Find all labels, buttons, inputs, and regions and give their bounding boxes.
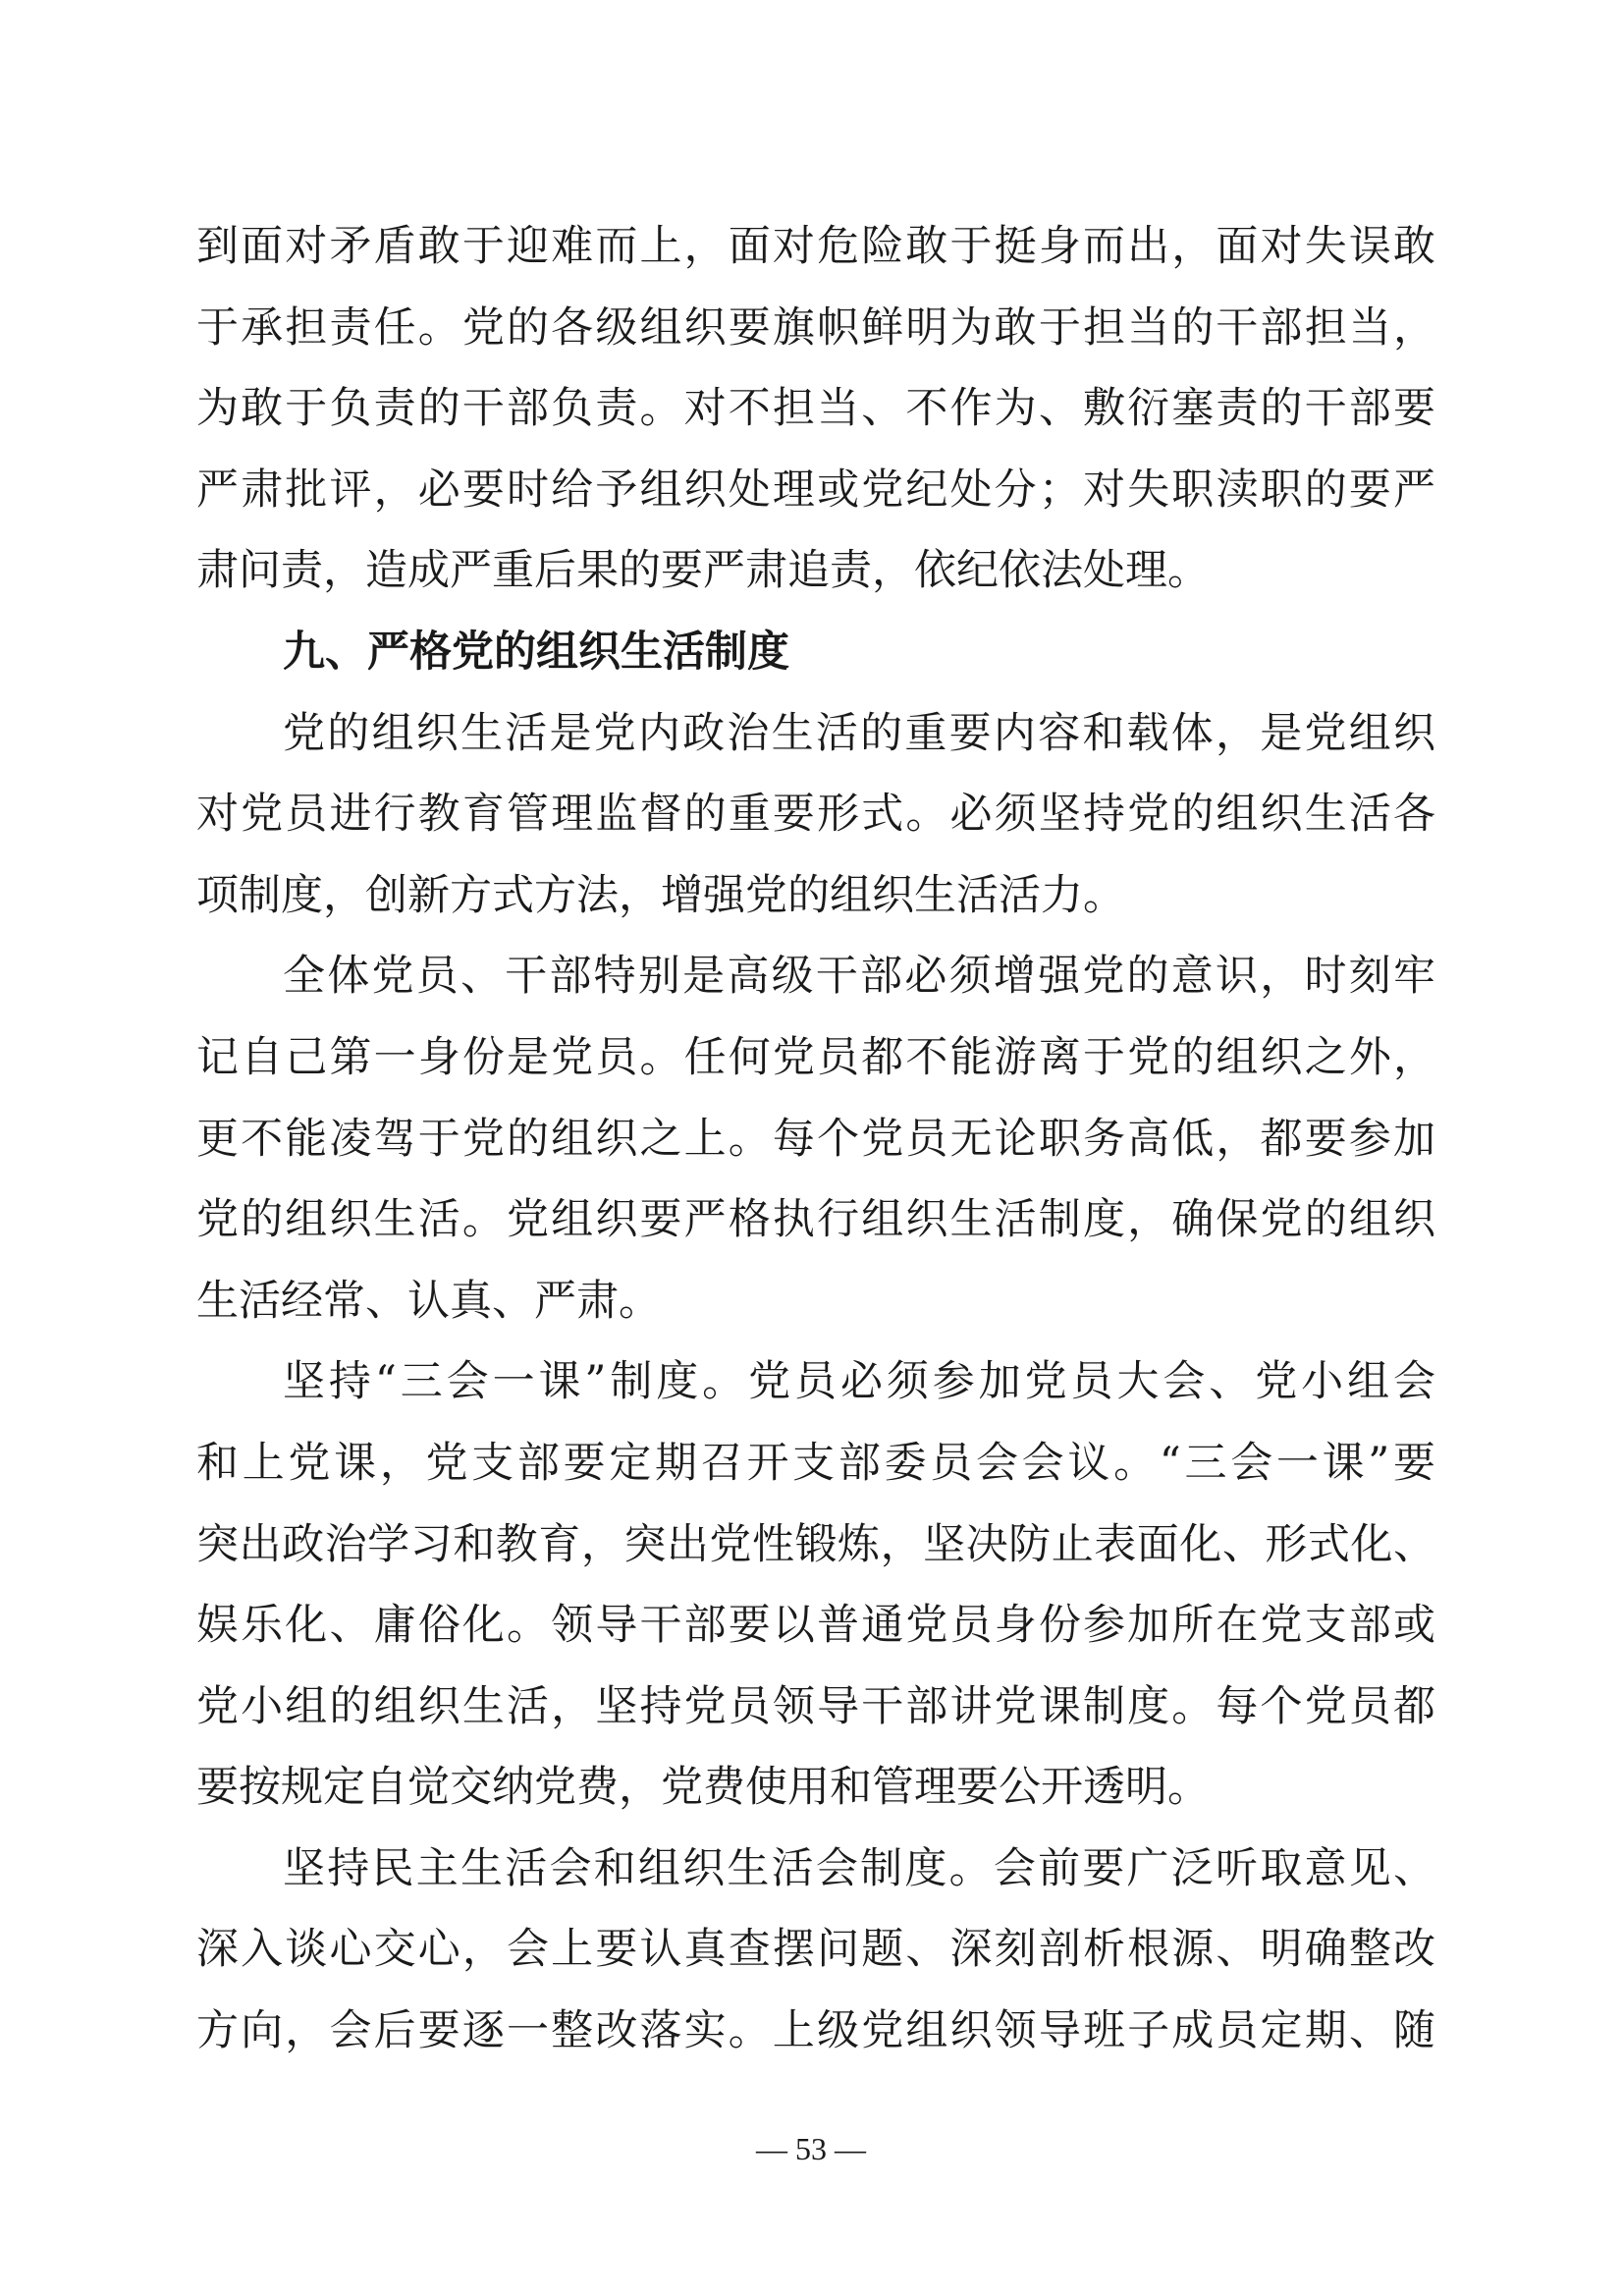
text-line: 党小组的组织生活，坚持党员领导干部讲党课制度。每个党员都: [196, 1681, 1435, 1731]
text-line: 党的组织生活。党组织要严格执行组织生活制度，确保党的组织: [196, 1195, 1435, 1245]
paragraph-first-line: 党的组织生活是党内政治生活的重要内容和载体，是党组织: [283, 708, 1435, 758]
text-line: 到面对矛盾敢于迎难而上，面对危险敢于挺身而出，面对失误敢: [196, 222, 1435, 271]
text-line: 突出政治学习和教育，突出党性锻炼，坚决防止表面化、形式化、: [196, 1519, 1435, 1569]
paragraph-first-line: 全体党员、干部特别是高级干部必须增强党的意识，时刻牢: [283, 952, 1435, 1002]
text-line: 肃问责，造成严重后果的要严肃追责，依纪依法处理。: [196, 546, 1210, 596]
section-heading: 九、严格党的组织生活制度: [283, 627, 789, 677]
paragraph-first-line: 坚持民主生活会和组织生活会制度。会前要广泛听取意见、: [283, 1843, 1435, 1893]
paragraph-first-line: 坚持“三会一课”制度。党员必须参加党员大会、党小组会: [283, 1357, 1435, 1407]
text-line: 于承担责任。党的各级组织要旗帜鲜明为敢于担当的干部担当，: [196, 302, 1435, 353]
text-line: 记自己第一身份是党员。任何党员都不能游离于党的组织之外，: [196, 1032, 1435, 1082]
text-line: 严肃批评，必要时给予组织处理或党纪处分；对失职渎职的要严: [196, 465, 1435, 515]
text-line: 娱乐化、庸俗化。领导干部要以普通党员身份参加所在党支部或: [196, 1601, 1435, 1651]
text-line: 深入谈心交心，会上要认真查摆问题、深刻剖析根源、明确整改: [196, 1925, 1435, 1975]
page-number: — 53 —: [756, 2131, 866, 2166]
text-line: 方向，会后要逐一整改落实。上级党组织领导班子成员定期、随: [196, 2006, 1435, 2056]
text-line: 为敢于负责的干部负责。对不担当、不作为、敷衍塞责的干部要: [196, 384, 1435, 434]
text-line: 要按规定自觉交纳党费，党费使用和管理要公开透明。: [196, 1763, 1210, 1813]
text-line: 更不能凌驾于党的组织之上。每个党员无论职务高低，都要参加: [196, 1114, 1435, 1164]
text-line: 项制度，创新方式方法，增强党的组织生活活力。: [196, 870, 1125, 920]
body-text: [196, 206, 1435, 2072]
text-line: 生活经常、认真、严肃。: [196, 1276, 661, 1326]
text-line: 和上党课，党支部要定期召开支部委员会会议。“三会一课”要: [196, 1438, 1435, 1488]
text-line: 对党员进行教育管理监督的重要形式。必须坚持党的组织生活各: [196, 790, 1435, 840]
